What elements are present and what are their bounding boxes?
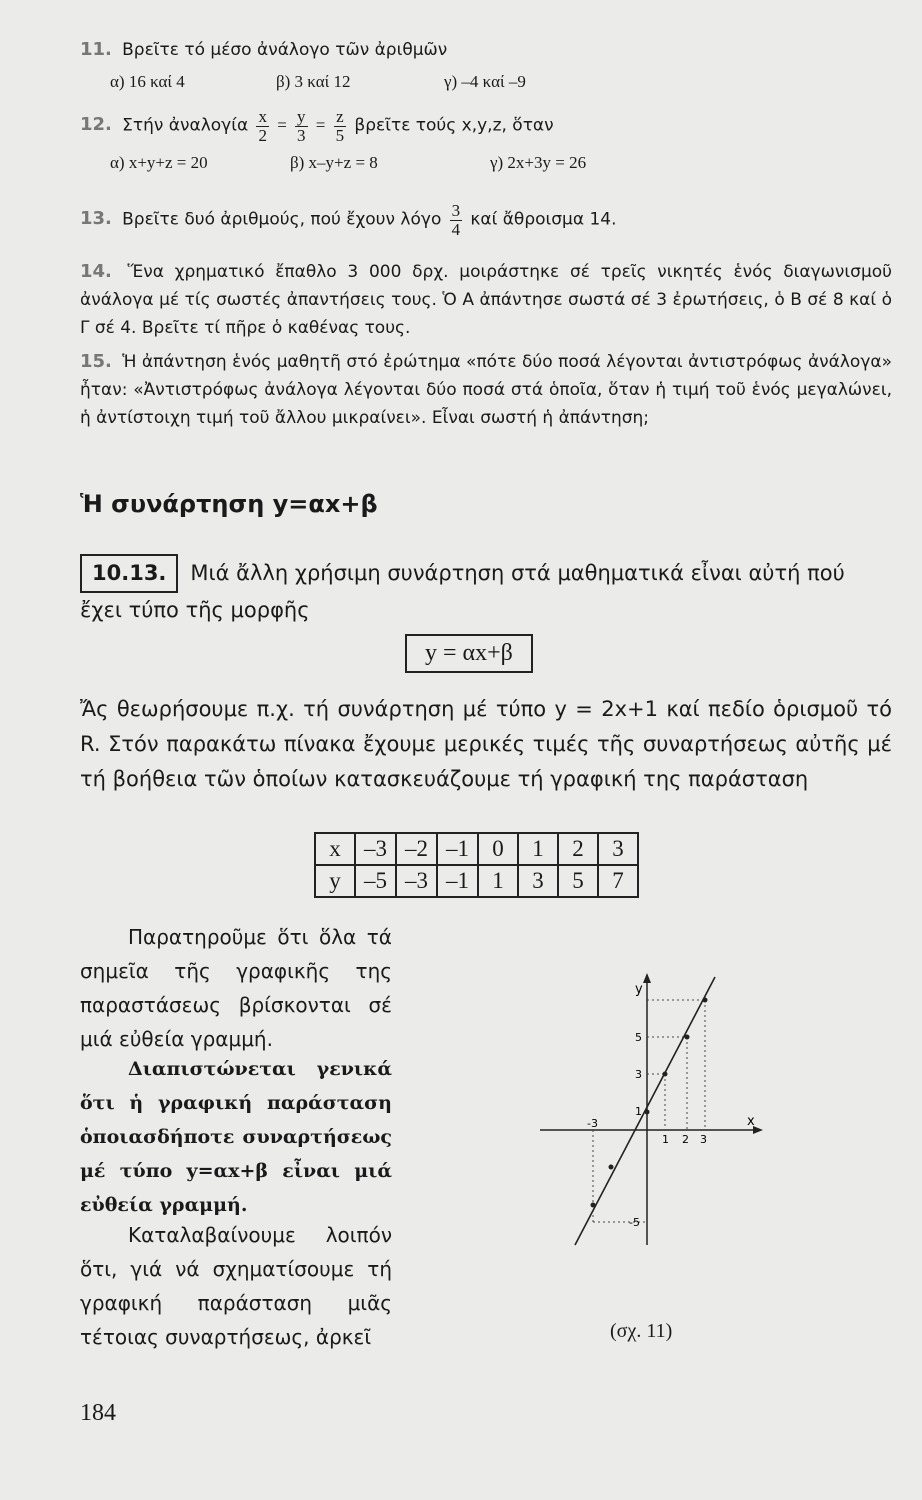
graph-point [703,998,708,1003]
part-b: β) 3 καί 12 [276,72,351,91]
equals: = [277,115,287,135]
exercise-lead: Βρεῖτε δυό ἀριθμούς, πού ἔχουν λόγο [122,209,442,230]
equals: = [315,115,326,135]
exercise-11 [80,36,892,95]
fraction: $\frac{x}{2}$ [258,107,267,145]
table-cell: 3 [598,833,638,865]
graph-point [685,1035,690,1040]
table-row [315,865,638,897]
exercise-tail: βρεῖτε τούς x,y,z, ὅταν [354,115,554,136]
fraction: $\frac{z}{5}$ [335,107,345,145]
table-cell: 0 [478,833,518,865]
table-cell: –5 [355,865,396,897]
paragraph-continuation: Καταλαβαίνουμε λοιπόν ὅτι, γιά νά σχηματίσουμε τή γραφική παράσταση μιᾶς τέτοιας συναρτήσεως, ἀρκεῖ [80,1223,392,1349]
exercise-number: 13. [80,208,112,230]
exercise-text: Ἕνα χρηματικό ἔπαθλο 3 000 δρχ. μοιράστηκε σέ τρεῖς νικητές ἑνός διαγωνισμοῦ ἀνάλογα μέ τίς σωστές ἀπαντήσεις τους. Ὁ Α ἀπάντησε σωστά σέ 3 ἐρωτήσεις, ὁ Β σέ 8 καί ὁ Γ σέ 4. Βρεῖτε τί πῆρε ὁ καθένας τους. [80,262,892,338]
table-cell: –3 [355,833,396,865]
exercise-number: 14. [80,261,112,282]
exercise-tail: καί ἄθροισμα 14. [470,209,617,230]
table-row [315,833,638,865]
table-cell: 7 [598,865,638,897]
y-axis-label: y [635,982,643,997]
graph-point [645,1110,650,1115]
x-tick-label: 1 [662,1133,669,1146]
table-cell: 1 [518,833,558,865]
page-number: 184 [80,1400,116,1426]
graph-point [663,1072,668,1077]
section-heading: Ἡ συνάρτηση y=αx+β [80,490,378,518]
section-intro [80,554,892,628]
fraction: $\frac{3}{4}$ [451,201,461,239]
x-tick-label: 2 [682,1133,689,1146]
y-tick-label: -5 [629,1216,640,1229]
exercise-12 [80,108,892,176]
paragraph-example: Ἄς θεωρήσουμε π.χ. τή συνάρτηση μέ τύπο y = 2x+1 καί πεδίο ὁρισμοῦ τό R. Στόν παρακάτω πίνακα ἔχουμε μερικές τιμές τῆς συναρτήσεως αὐτῆς μέ τή βοήθεια τῶν ὁποίων κατασκευάζουμε τή γραφική της παράσταση [80,697,892,791]
values-table [314,832,639,898]
part-c: γ) –4 καί –9 [444,72,526,91]
graph-point [591,1203,596,1208]
figure-caption: (σχ. 11) [610,1320,673,1342]
x-tick-label: 3 [700,1133,707,1146]
fraction: $\frac{y}{3}$ [297,107,306,145]
part-b: β) x–y+z = 8 [290,153,378,172]
table-cell: –1 [437,833,478,865]
table-cell: y [315,865,355,897]
x-tick-label: -3 [587,1117,598,1130]
function-graph [535,965,765,1250]
table-cell: 2 [558,833,598,865]
x-axis-label: x [747,1114,755,1129]
exercise-number: 12. [80,114,112,136]
table-cell: 3 [518,865,558,897]
table-cell: –3 [396,865,437,897]
part-a: α) x+y+z = 20 [110,153,208,172]
part-c: γ) 2x+3y = 26 [490,153,587,172]
exercise-number: 15. [80,351,112,372]
paragraph-observation: Παρατηροῦμε ὅτι ὅλα τά σημεῖα τῆς γραφικῆς της παραστάσεως βρίσκονται σέ μιά εὐθεία γραμμή. [80,925,392,1051]
section-number: 10.13. [80,554,178,593]
exercise-15 [80,348,892,432]
table-cell: 5 [558,865,598,897]
graph-point [609,1165,614,1170]
exercise-13 [80,202,892,239]
table-cell: x [315,833,355,865]
exercise-number: 11. [80,39,112,60]
table-cell: –2 [396,833,437,865]
exercise-text: Ἡ ἀπάντηση ἑνός μαθητῆ στό ἐρώτημα «πότε δύο ποσά λέγονται ἀντιστρόφως ἀνάλογα» ἦταν: «Ἀντιστρόφως ἀνάλογα λέγονται δύο ποσά στά ὁποῖα, ὅταν ἡ τιμή τοῦ ἑνός μεγαλώνει, ἡ ἀντίστοιχη τιμή τοῦ ἄλλου μικραίνει». Εἶναι σωστή ἡ ἀπάντηση; [80,352,892,428]
section-intro-text: Μιά ἄλλη χρήσιμη συνάρτηση στά μαθηματικά εἶναι αὐτή πού ἔχει τύπο τῆς μορφῆς [80,561,845,622]
exercise-14 [80,258,892,342]
y-tick-label: 5 [635,1031,642,1044]
part-a: α) 16 καί 4 [110,72,185,91]
table-cell: –1 [437,865,478,897]
y-tick-label: 1 [635,1105,642,1118]
exercise-lead: Στήν ἀναλογία [122,115,249,136]
y-axis-arrow [643,973,651,983]
table-cell: 1 [478,865,518,897]
exercise-text: Βρεῖτε τό μέσο ἀνάλογο τῶν ἀριθμῶν [122,40,448,60]
paragraph-conclusion: Διαπιστώνεται γενικά ὅτι ἡ γραφική παράσταση ὁποιασδήποτε συναρτήσεως μέ τύπο y=αx+β εἶναι μιά εὐθεία γραμμή. [80,1058,392,1216]
formula-box: y = αx+β [405,634,533,673]
y-tick-label: 3 [635,1068,642,1081]
